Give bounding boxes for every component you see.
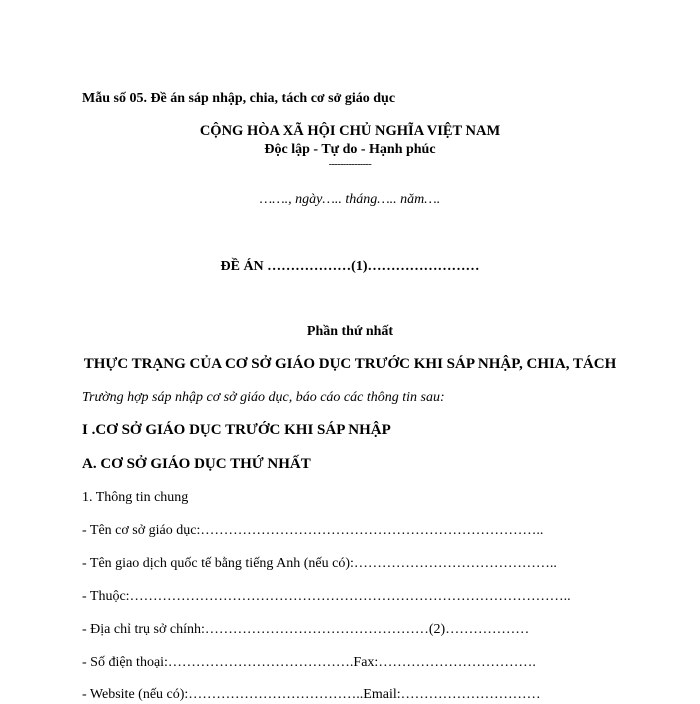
part-heading: THỰC TRẠNG CỦA CƠ SỞ GIÁO DỤC TRƯỚC KHI SÁP NHẬP, CHIA, TÁCH (83, 356, 617, 372)
motto-separator: --------------- (328, 159, 372, 170)
field-belongs-to: - Thuộc:………………………………………………………………………………….. (82, 589, 571, 604)
date-line: ……., ngày….. tháng….. năm…. (259, 192, 441, 207)
project-title: ĐỀ ÁN ………………(1)…………………… (220, 259, 480, 274)
section-i-heading: I .CƠ SỞ GIÁO DỤC TRƯỚC KHI SÁP NHẬP (82, 422, 391, 438)
part-title: Phần thứ nhất (306, 324, 394, 339)
field-address: - Địa chỉ trụ sở chính:…………………………………………(2)……………… (82, 622, 530, 637)
field-website-email: - Website (nếu có):………………………………..Email:………………………… (82, 687, 541, 702)
motto: Độc lập - Tự do - Hạnh phúc (264, 142, 436, 157)
national-title: CỘNG HÒA XÃ HỘI CHỦ NGHĨA VIỆT NAM (199, 123, 501, 139)
general-info-heading: 1. Thông tin chung (82, 490, 189, 505)
field-international-name: - Tên giao dịch quốc tế bằng tiếng Anh (nếu có):…………………………………….. (82, 556, 557, 571)
section-a-heading: A. CƠ SỞ GIÁO DỤC THỨ NHẤT (82, 456, 311, 472)
field-phone-fax: - Số điện thoại:………………………………….Fax:……………………………. (82, 655, 536, 670)
form-number: Mẫu số 05. Đề án sáp nhập, chia, tách cơ sở giáo dục (82, 91, 396, 106)
field-school-name: - Tên cơ sở giáo dục:……………………………………………………………….. (82, 523, 544, 538)
merge-note: Trường hợp sáp nhập cơ sở giáo dục, báo cáo các thông tin sau: (82, 390, 445, 405)
